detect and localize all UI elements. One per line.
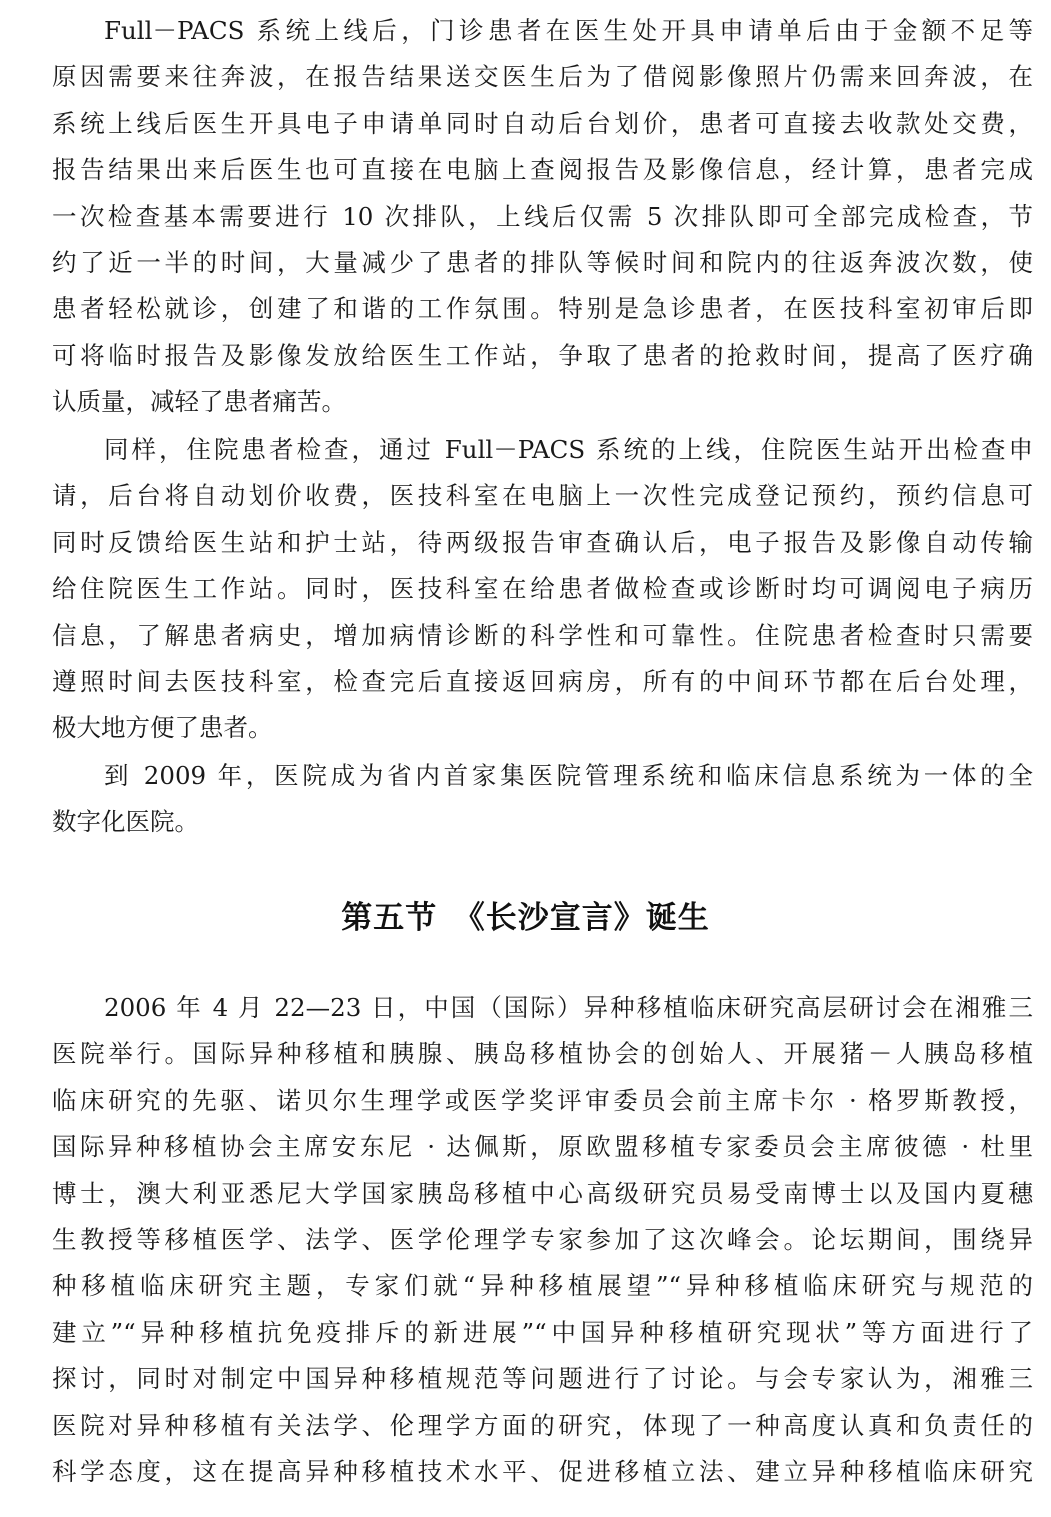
text-line: 报告结果出来后医生也可直接在电脑上查阅报告及影像信息，经计算，患者完成 xyxy=(52,155,1033,185)
paragraph-changsha-declaration xyxy=(52,985,1033,1495)
paragraph-full-pacs-outpatient xyxy=(52,8,1033,426)
text-line: 科学态度，这在提高异种移植技术水平、促进移植立法、建立异种移植临床研究 xyxy=(52,1456,1033,1486)
text-line: 生教授等移植医学、法学、医学伦理学专家参加了这次峰会。论坛期间，围绕异 xyxy=(52,1224,1033,1254)
text-line: 医院举行。国际异种移植和胰腺、胰岛移植协会的创始人、开展猪－人胰岛移植 xyxy=(52,1039,1033,1069)
text-line: 同样，住院患者检查，通过 Full－PACS 系统的上线，住院医生站开出检查申 xyxy=(104,435,1033,464)
text-line: 种移植临床研究主题，专家们就“异种移植展望”“异种移植临床研究与规范的 xyxy=(52,1271,1033,1301)
paragraph-digital-hospital-2009 xyxy=(52,753,1033,846)
paragraph-inpatient-exam xyxy=(52,427,1033,752)
text-line: 医院对异种移植有关法学、伦理学方面的研究，体现了一种高度认真和负责任的 xyxy=(52,1410,1033,1440)
text-line: 可将临时报告及影像发放给医生工作站，争取了患者的抢救时间，提高了医疗确 xyxy=(52,340,1033,370)
text-line: 2006 年 4 月 22—23 日，中国（国际）异种移植临床研究高层研讨会在湘雅三 xyxy=(104,993,1033,1022)
text-line: 临床研究的先驱、诺贝尔生理学或医学奖评审委员会前主席卡尔 · 格罗斯教授， xyxy=(52,1085,1033,1115)
text-line: 一次检查基本需要进行 10 次排队，上线后仅需 5 次排队即可全部完成检查，节 xyxy=(52,201,1033,231)
text-line: Full－PACS 系统上线后，门诊患者在医生处开具申请单后由于金额不足等 xyxy=(104,16,1033,45)
text-line: 约了近一半的时间，大量减少了患者的排队等候时间和院内的往返奔波次数，使 xyxy=(52,247,1033,277)
text-line: 给住院医生工作站。同时，医技科室在给患者做检查或诊断时均可调阅电子病历 xyxy=(52,574,1033,604)
text-line: 到 2009 年，医院成为省内首家集医院管理系统和临床信息系统为一体的全 xyxy=(104,761,1033,790)
text-line: 极大地方便了患者。 xyxy=(52,713,273,743)
text-line: 国际异种移植协会主席安东尼 · 达佩斯，原欧盟移植专家委员会主席彼德 · 杜里 xyxy=(52,1132,1033,1162)
text-line: 信息，了解患者病史，增加病情诊断的科学性和可靠性。住院患者检查时只需要 xyxy=(52,620,1033,650)
text-line: 原因需要来往奔波，在报告结果送交医生后为了借阅影像照片仍需来回奔波，在 xyxy=(52,62,1033,92)
text-line: 系统上线后医生开具电子申请单同时自动后台划价，患者可直接去收款处交费， xyxy=(52,108,1033,138)
text-line: 数字化医院。 xyxy=(52,807,199,837)
text-line: 遵照时间去医技科室，检查完后直接返回病房，所有的中间环节都在后台处理， xyxy=(52,666,1033,696)
text-line: 请，后台将自动划价收费，医技科室在电脑上一次性完成登记预约，预约信息可 xyxy=(52,481,1033,511)
text-line: 认质量，减轻了患者痛苦。 xyxy=(52,387,346,417)
section-heading: 第五节 《长沙宣言》诞生 xyxy=(341,900,710,936)
text-line: 探讨，同时对制定中国异种移植规范等问题进行了讨论。与会专家认为，湘雅三 xyxy=(52,1364,1033,1394)
text-line: 建立”“异种移植抗免疫排斥的新进展”“中国异种移植研究现状”等方面进行了 xyxy=(52,1317,1033,1347)
text-line: 博士，澳大利亚悉尼大学国家胰岛移植中心高级研究员易受南博士以及国内夏穗 xyxy=(52,1178,1033,1208)
text-line: 同时反馈给医生站和护士站，待两级报告审查确认后，电子报告及影像自动传输 xyxy=(52,527,1033,557)
text-line: 患者轻松就诊，创建了和谐的工作氛围。特别是急诊患者，在医技科室初审后即 xyxy=(52,294,1033,324)
